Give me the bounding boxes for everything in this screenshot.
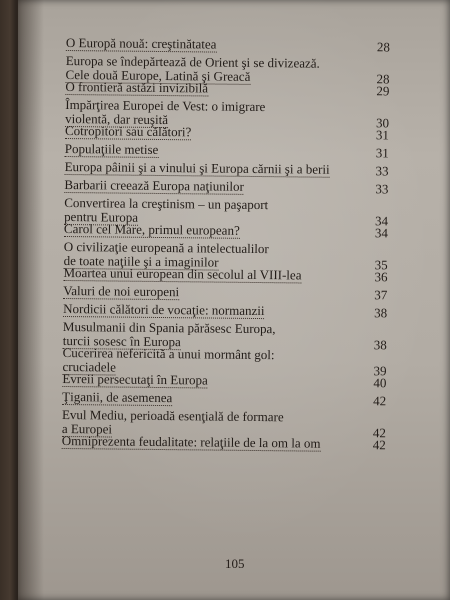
toc-entry-title: Barbarii creează Europa naţiunilor xyxy=(64,176,244,194)
toc-entry-title: Musulmanii din Spania părăsesc Europa, xyxy=(62,318,276,337)
toc-entry xyxy=(64,178,388,196)
toc-entry-title-line-dotted xyxy=(66,36,390,54)
toc-entry-title: Nordicii călători de vocaţie: normanzii xyxy=(63,300,265,319)
toc-entry-title: cruciadele xyxy=(62,358,117,375)
toc-entry-title: de toate naţiile şi a imaginilor xyxy=(63,252,219,270)
toc-entry-page: 42 xyxy=(372,437,386,453)
toc-entry-title: Împărţirea Europei de Vest: o imigrare xyxy=(65,96,266,115)
toc-entry-page: 28 xyxy=(376,71,390,87)
toc-entry-title: violentă, dar reuşită xyxy=(65,110,169,128)
toc-entry-title: Cucerirea nefericită a unui mormânt gol: xyxy=(62,344,275,363)
toc-entry xyxy=(65,142,389,160)
toc-entry-page: 39 xyxy=(373,363,387,379)
toc-entry-page: 31 xyxy=(375,127,390,143)
toc-entry-page: 40 xyxy=(373,375,387,391)
toc-entry-page: 38 xyxy=(373,337,387,353)
toc-entry-title: O civilizaţie europeană a intelectualilor xyxy=(63,238,269,257)
toc-entry-page: 35 xyxy=(374,257,388,273)
toc-entry-page: 29 xyxy=(376,83,390,99)
toc-entry-page: 33 xyxy=(375,181,389,197)
toc-entry-page: 38 xyxy=(374,305,388,321)
toc-entry-title-line-dotted xyxy=(63,302,387,320)
toc-entry xyxy=(62,372,386,390)
toc-entry-page: 34 xyxy=(375,213,389,229)
toc-entry-title: pentru Europa xyxy=(64,208,139,225)
toc-entry-title: Valuri de noi europeni xyxy=(63,282,180,300)
toc-entry-page: 33 xyxy=(375,163,389,179)
toc-entry-title: Europa pâinii şi a vinului şi Europa cărnii şi a berii xyxy=(64,158,330,177)
toc-entry xyxy=(63,284,387,302)
page-number: 105 xyxy=(225,556,245,571)
toc-entry-title-line-dotted xyxy=(63,266,387,284)
toc-entry-page: 42 xyxy=(372,425,386,441)
toc-entry-title: Populaţiile metise xyxy=(64,140,159,157)
toc-entry-title-line-dotted xyxy=(65,80,389,98)
toc-entry-page: 30 xyxy=(376,115,390,131)
toc-entry-title: a Europei xyxy=(61,420,113,437)
toc-entry xyxy=(63,302,387,320)
table-of-contents xyxy=(61,35,390,453)
toc-entry-page: 37 xyxy=(374,287,388,303)
toc-entry xyxy=(62,390,386,408)
toc-entry-title-line-dotted xyxy=(64,222,388,240)
toc-entry xyxy=(65,80,389,98)
toc-entry xyxy=(65,160,389,178)
toc-entry-title-line-dotted xyxy=(63,284,387,302)
toc-entry-title: Convertirea la creştinism – un paşaport xyxy=(64,194,269,213)
toc-entry-page: 31 xyxy=(375,145,389,161)
toc-entry-title: Cotropitori sau călători? xyxy=(64,122,192,140)
toc-entry-page: 28 xyxy=(376,39,390,55)
toc-entry xyxy=(62,434,386,452)
toc-entry-title: O Europă nouă: creştinătatea xyxy=(65,35,217,52)
toc-entry xyxy=(65,124,389,142)
toc-entry-title: Ţiganii, de asemenea xyxy=(62,388,173,406)
toc-entry-title-line-dotted xyxy=(64,178,388,196)
toc-entry-title: Omniprezenta feudalitate: relaţiile de la om la om xyxy=(61,432,321,451)
toc-entry-title-line-dotted xyxy=(65,142,389,160)
toc-entry-page: 34 xyxy=(374,225,389,241)
toc-entry-title-line-dotted xyxy=(65,160,389,178)
toc-entry-title-line-dotted xyxy=(62,434,386,452)
toc-entry-title: Cele două Europe, Latină şi Greacă xyxy=(65,66,251,84)
toc-entry-page: 36 xyxy=(374,269,388,285)
toc-entry-title: Evreii persecutaţi în Europa xyxy=(62,370,208,388)
toc-entry-title: Europa se îndepărtează de Orient şi se divizează. xyxy=(65,52,320,71)
toc-entry-page: 42 xyxy=(373,393,387,409)
toc-entry-title: O frontieră astăzi invizibilă xyxy=(65,78,209,96)
toc-entry-title: Carol cel Mare, primul european? xyxy=(63,220,240,238)
toc-entry xyxy=(66,36,390,54)
book-page xyxy=(18,0,450,600)
toc-entry-title-line-dotted xyxy=(62,390,386,408)
toc-entry xyxy=(63,266,387,284)
toc-entry-title: Moartea unui european din secolul al VIII-lea xyxy=(63,264,302,283)
toc-entry xyxy=(64,222,388,240)
toc-entry-title: Evul Mediu, perioadă esenţială de formare xyxy=(61,406,284,425)
toc-entry-title-line-dotted xyxy=(62,372,386,390)
toc-entry-title-line-dotted xyxy=(65,124,389,142)
toc-entry-title: turcii sosesc în Europa xyxy=(62,332,181,350)
